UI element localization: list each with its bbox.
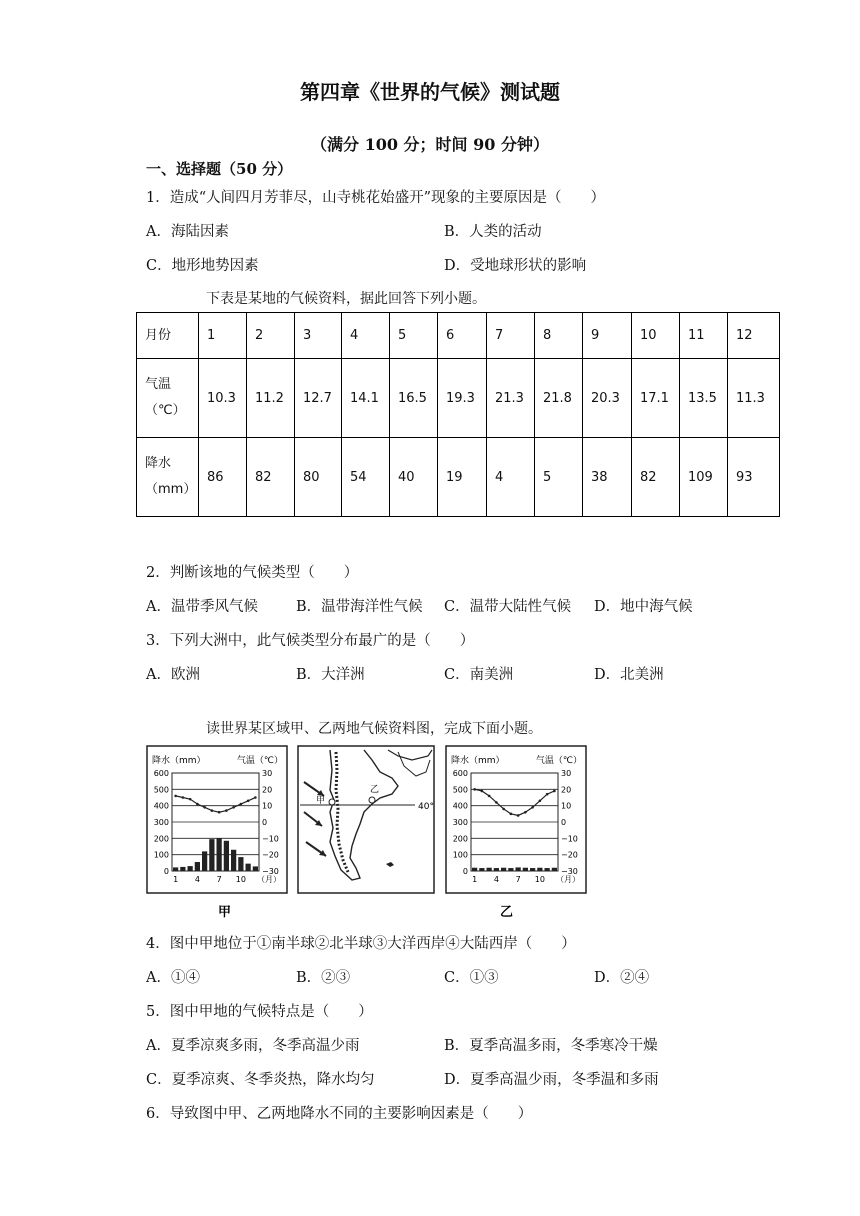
- temp-tick-label: 0: [262, 818, 268, 827]
- precipitation-cell: 40: [390, 438, 438, 517]
- precip-bar: [508, 868, 513, 871]
- precip-bar: [537, 868, 542, 871]
- month-cell: 1: [199, 313, 247, 359]
- month-cell: 3: [295, 313, 342, 359]
- precip-bar: [253, 866, 258, 871]
- temp-tick-label: 20: [262, 785, 273, 795]
- precip-bar: [494, 868, 499, 871]
- month-cell: 9: [583, 313, 632, 359]
- question-5-option-a: A．夏季凉爽多雨，冬季高温少雨: [146, 1038, 360, 1054]
- precip-bar: [530, 868, 535, 871]
- question-4-option-d: D．②④: [594, 970, 650, 986]
- temperature-cell: 16.5: [390, 359, 438, 438]
- precipitation-cell: 82: [247, 438, 295, 517]
- temperature-cell: 17.1: [632, 359, 680, 438]
- precip-bar: [231, 850, 236, 871]
- temperature-point: [502, 808, 505, 811]
- month-tick-label: 10: [235, 875, 246, 884]
- month-cell: 8: [535, 313, 583, 359]
- latitude-label: 40°: [418, 802, 434, 812]
- temperature-point: [546, 793, 549, 796]
- month-cell: 2: [247, 313, 295, 359]
- precip-bar: [479, 868, 484, 871]
- precip-tick-label: 500: [452, 785, 468, 795]
- month-cell: 12: [728, 313, 780, 359]
- month-tick-label: 7: [216, 875, 222, 884]
- question-4-stem: 4．图中甲地位于①南半球②北半球③大洋西岸④大陆西岸（ ）: [146, 936, 576, 952]
- temp-tick-label: −20: [262, 850, 279, 860]
- precip-tick-label: 200: [153, 834, 169, 844]
- month-cell: 6: [438, 313, 487, 359]
- temperature-point: [481, 790, 484, 793]
- precipitation-cell: 5: [535, 438, 583, 517]
- month-cell: 10: [632, 313, 680, 359]
- temp-tick-label: −10: [262, 834, 279, 844]
- temp-tick-label: −20: [561, 850, 578, 860]
- precip-bar: [523, 868, 528, 871]
- precip-tick-label: 400: [452, 801, 468, 811]
- precipitation-label: 降水: [145, 456, 172, 471]
- question-2-stem: 2．判断该地的气候类型（ ）: [146, 565, 359, 581]
- temperature-cell: 12.7: [295, 359, 342, 438]
- temperature-point: [553, 790, 556, 793]
- temp-tick-label: 0: [561, 818, 567, 827]
- precip-tick-label: 200: [452, 834, 468, 844]
- precip-bar: [209, 839, 214, 871]
- temperature-point: [524, 811, 527, 814]
- temperature-point: [189, 798, 192, 801]
- temperature-point: [495, 801, 498, 804]
- month-tick-label: 7: [515, 875, 521, 884]
- temperature-cell: 21.3: [487, 359, 535, 438]
- month-tick-label: 4: [194, 875, 200, 884]
- temperature-cell: 21.8: [535, 359, 583, 438]
- temp-tick-label: 20: [561, 785, 572, 795]
- precip-bar: [545, 868, 550, 871]
- precipitation-cell: 109: [680, 438, 728, 517]
- precip-bar: [501, 868, 506, 871]
- temperature-point: [218, 811, 221, 814]
- precip-bar: [202, 851, 207, 871]
- temperature-cell: 19.3: [438, 359, 487, 438]
- question-3-stem: 3．下列大洲中，此气候类型分布最广的是（ ）: [146, 633, 475, 649]
- temperature-point: [510, 813, 513, 816]
- precip-tick-label: 300: [452, 818, 468, 827]
- precip-tick-label: 0: [163, 867, 169, 876]
- temperature-point: [247, 799, 250, 802]
- precip-bar: [552, 868, 557, 871]
- figure-intro: 读世界某区域甲、乙两地气候资料图，完成下面小题。: [206, 721, 542, 737]
- section-heading: 一、选择题（50 分）: [146, 160, 293, 178]
- question-1-option-b: B．人类的活动: [444, 224, 542, 240]
- precip-axis-label: 降水（mm）: [152, 756, 206, 766]
- location-jia-marker: [329, 799, 335, 805]
- question-3-option-c: C．南美洲: [444, 667, 514, 683]
- precip-bar: [246, 864, 251, 871]
- map-label-yi: 乙: [370, 785, 380, 795]
- region-map: [298, 746, 434, 893]
- exam-info: （满分 100 分；时间 90 分钟）: [311, 135, 549, 154]
- month-cell: 7: [487, 313, 535, 359]
- question-4-option-a: A．①④: [146, 970, 200, 986]
- question-2-option-c: C．温带大陆性气候: [444, 599, 572, 615]
- question-1-option-d: D．受地球形状的影响: [444, 258, 587, 274]
- precipitation-cell: 54: [342, 438, 390, 517]
- month-cell: 4: [342, 313, 390, 359]
- precip-bar: [217, 838, 222, 871]
- temp-tick-label: 30: [262, 769, 273, 778]
- question-2-option-d: D．地中海气候: [594, 599, 693, 615]
- question-1-stem: 1．造成“人间四月芳菲尽，山寺桃花始盛开”现象的主要原因是（ ）: [146, 190, 606, 206]
- temperature-point: [232, 806, 235, 809]
- temp-tick-label: −10: [561, 834, 578, 844]
- precip-tick-label: 600: [153, 769, 169, 778]
- temp-axis-label: 气温（℃）: [535, 756, 582, 766]
- precip-tick-label: 600: [452, 769, 468, 778]
- question-1-option-a: A．海陆因素: [146, 224, 229, 240]
- location-yi-marker: [369, 797, 375, 803]
- temperature-point: [196, 803, 199, 806]
- month-tick-label: 10: [534, 875, 545, 884]
- question-5-option-d: D．夏季高温少雨，冬季温和多雨: [444, 1072, 659, 1088]
- temperature-unit: （℃）: [145, 403, 186, 418]
- month-cell: 11: [680, 313, 728, 359]
- temperature-cell: 13.5: [680, 359, 728, 438]
- month-cell: 5: [390, 313, 438, 359]
- caption-yi: 乙: [500, 905, 514, 920]
- temperature-point: [240, 803, 243, 806]
- temperature-point: [174, 795, 177, 798]
- temp-tick-label: 30: [561, 769, 572, 778]
- temperature-point: [488, 795, 491, 798]
- question-5-option-b: B．夏季高温多雨，冬季寒冷干燥: [444, 1038, 658, 1054]
- temperature-point: [517, 814, 520, 817]
- precip-tick-label: 100: [452, 850, 468, 860]
- temperature-point: [203, 806, 206, 809]
- temperature-point: [225, 809, 228, 812]
- map-label-jia: 甲: [316, 796, 326, 806]
- temperature-point: [473, 788, 476, 791]
- precipitation-cell: 93: [728, 438, 780, 517]
- precip-bar: [173, 867, 178, 871]
- temp-tick-label: −30: [561, 867, 578, 876]
- page-title: 第四章《世界的气候》测试题: [300, 80, 560, 104]
- question-5-stem: 5．图中甲地的气候特点是（ ）: [146, 1004, 373, 1020]
- precipitation-cell: 80: [295, 438, 342, 517]
- question-2-option-b: B．温带海洋性气候: [296, 599, 423, 615]
- temperature-label: 气温: [145, 377, 172, 392]
- precipitation-cell: 86: [199, 438, 247, 517]
- precip-bar: [188, 866, 193, 871]
- chart-jia: [147, 746, 287, 893]
- precip-bar: [472, 868, 477, 871]
- precipitation-cell: 4: [487, 438, 535, 517]
- question-4-option-c: C．①③: [444, 970, 499, 986]
- temperature-cell: 20.3: [583, 359, 632, 438]
- precipitation-cell: 82: [632, 438, 680, 517]
- question-3-option-a: A．欧洲: [146, 667, 200, 683]
- question-2-option-a: A．温带季风气候: [146, 599, 258, 615]
- question-3-option-d: D．北美洲: [594, 667, 664, 683]
- temperature-point: [211, 809, 214, 812]
- question-1-option-c: C．地形地势因素: [146, 258, 259, 274]
- temperature-cell: 11.3: [728, 359, 780, 438]
- precip-bar: [180, 867, 185, 871]
- precip-axis-label: 降水（mm）: [451, 756, 505, 766]
- precipitation-cell: 19: [438, 438, 487, 517]
- temperature-point: [531, 806, 534, 809]
- chart-yi: [446, 746, 586, 893]
- month-tick-label: 1: [472, 875, 478, 884]
- table-intro: 下表是某地的气候资料，据此回答下列小题。: [206, 291, 486, 307]
- month-unit-label: （月）: [556, 875, 580, 884]
- question-6-stem: 6．导致图中甲、乙两地降水不同的主要影响因素是（ ）: [146, 1106, 533, 1122]
- precipitation-cell: 38: [583, 438, 632, 517]
- temperature-point: [539, 799, 542, 802]
- precip-tick-label: 100: [153, 850, 169, 860]
- precip-bar: [238, 857, 243, 871]
- precip-tick-label: 0: [462, 867, 468, 876]
- temperature-point: [182, 796, 185, 799]
- temp-tick-label: −30: [262, 867, 279, 876]
- caption-jia: 甲: [218, 905, 232, 920]
- temperature-point: [254, 796, 257, 799]
- temperature-cell: 10.3: [199, 359, 247, 438]
- temperature-cell: 11.2: [247, 359, 295, 438]
- precip-bar: [224, 841, 229, 871]
- precip-tick-label: 300: [153, 818, 169, 827]
- month-tick-label: 1: [173, 875, 179, 884]
- question-5-option-c: C．夏季凉爽、冬季炎热，降水均匀: [146, 1072, 375, 1088]
- precip-tick-label: 500: [153, 785, 169, 795]
- temperature-cell: 14.1: [342, 359, 390, 438]
- temp-tick-label: 10: [262, 801, 273, 811]
- question-4-option-b: B．②③: [296, 970, 351, 986]
- temp-axis-label: 气温（℃）: [236, 756, 283, 766]
- precip-bar: [195, 862, 200, 871]
- question-3-option-b: B．大洋洲: [296, 667, 365, 683]
- precip-bar: [516, 867, 521, 871]
- month-tick-label: 4: [493, 875, 499, 884]
- temp-tick-label: 10: [561, 801, 572, 811]
- precipitation-unit: （mm）: [145, 482, 197, 497]
- month-label: 月份: [145, 327, 172, 343]
- month-unit-label: （月）: [257, 875, 281, 884]
- precip-bar: [487, 868, 492, 871]
- precip-tick-label: 400: [153, 801, 169, 811]
